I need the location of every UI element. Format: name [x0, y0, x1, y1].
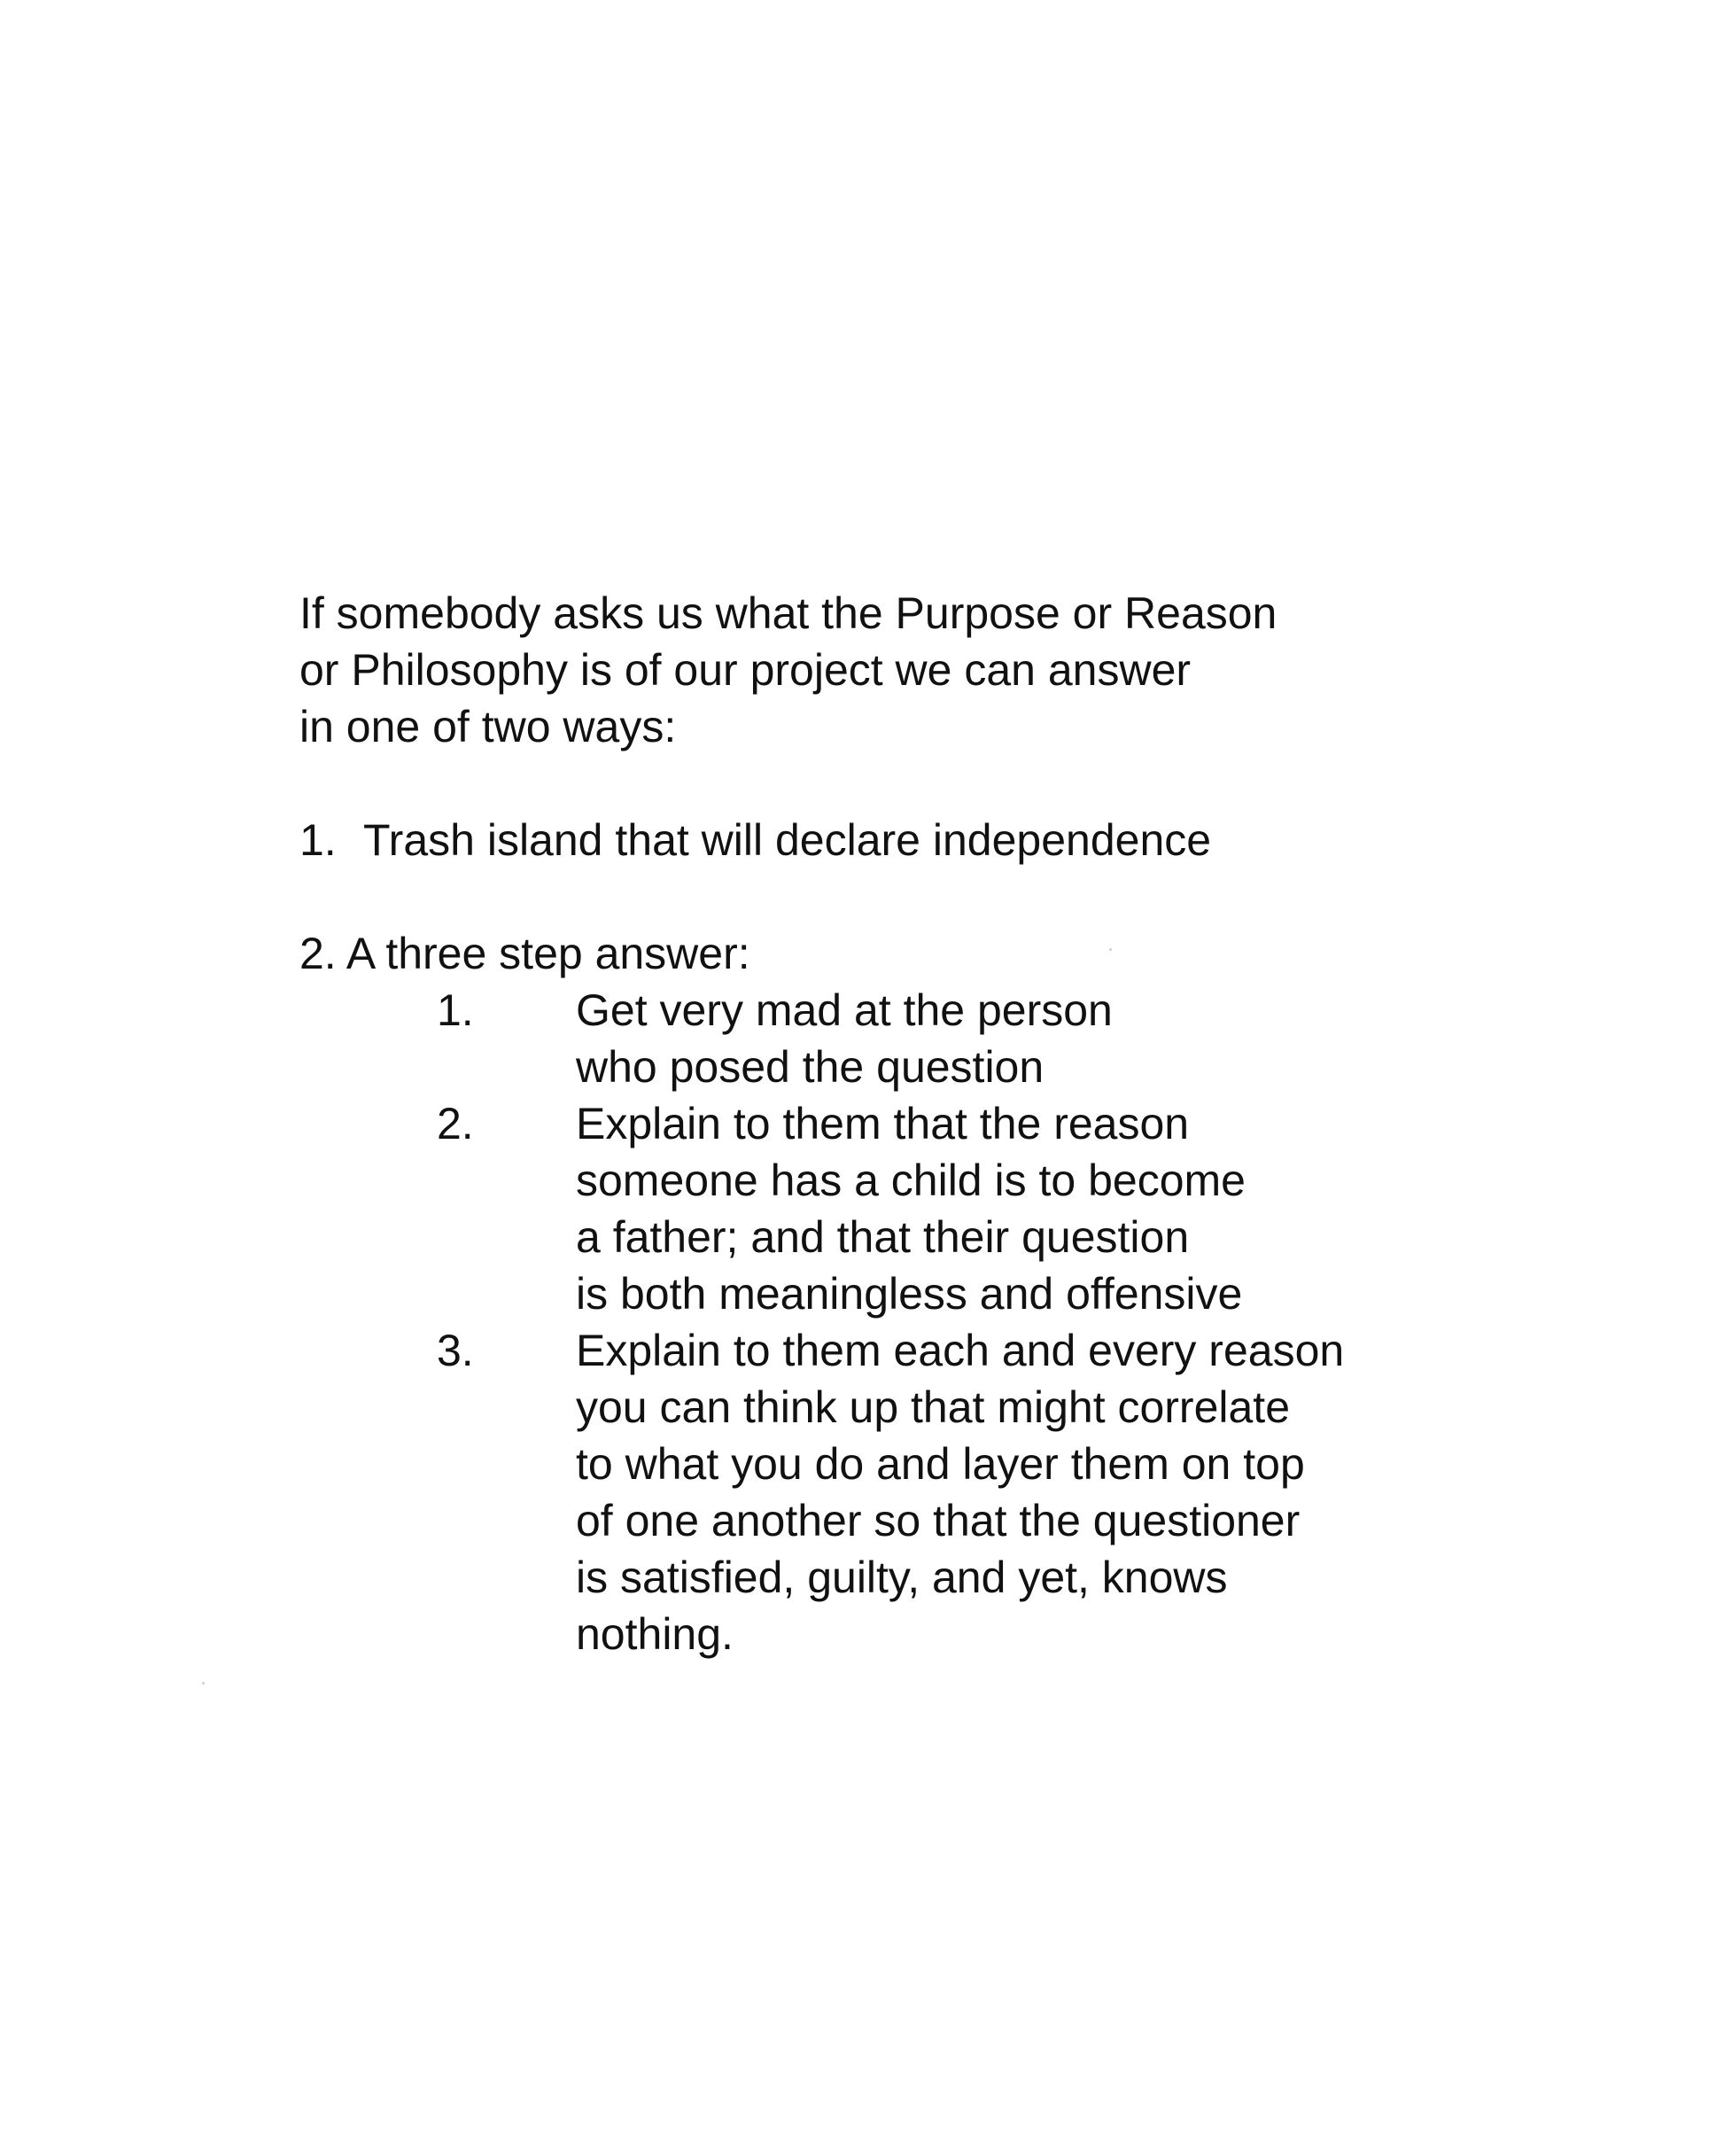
step-line: a father; and that their question [576, 1212, 1190, 1262]
intro-line: or Philosophy is of our project we can answer [299, 645, 1192, 695]
option-2-heading: 2. A three step answer: [299, 929, 750, 978]
step-3 [299, 1322, 1451, 1662]
option-1-text: Trash island that will declare independence [363, 815, 1212, 865]
step-line: you can think up that might correlate [576, 1382, 1291, 1432]
step-3-number: 3. [437, 1326, 474, 1375]
step-1 [299, 982, 1451, 1095]
step-2-number: 2. [437, 1099, 474, 1148]
step-2 [299, 1095, 1451, 1322]
option-1-number: 1. [299, 815, 337, 865]
step-1-number: 1. [437, 985, 474, 1035]
paper-speck [202, 1682, 205, 1685]
step-line: to what you do and layer them on top [576, 1439, 1305, 1489]
step-line: of one another so that the questioner [576, 1496, 1301, 1545]
spacer [299, 755, 1451, 812]
intro-line: If somebody asks us what the Purpose or Reason [299, 588, 1277, 638]
step-line: Explain to them that the reason [576, 1099, 1190, 1148]
document-text [299, 585, 1451, 1662]
step-line: is satisfied, guilty, and yet, knows [576, 1553, 1228, 1602]
option-1 [299, 812, 1451, 868]
step-line: nothing. [576, 1609, 734, 1659]
step-line: someone has a child is to become [576, 1156, 1246, 1205]
step-line: Explain to them each and every reason [576, 1326, 1345, 1375]
paper-speck [1109, 948, 1112, 951]
step-line: is both meaningless and offensive [576, 1269, 1243, 1319]
spacer [299, 868, 1451, 925]
step-line: Get very mad at the person [576, 985, 1113, 1035]
intro-paragraph [299, 585, 1451, 755]
intro-line: in one of two ways: [299, 702, 677, 751]
step-line: who posed the question [576, 1042, 1044, 1092]
